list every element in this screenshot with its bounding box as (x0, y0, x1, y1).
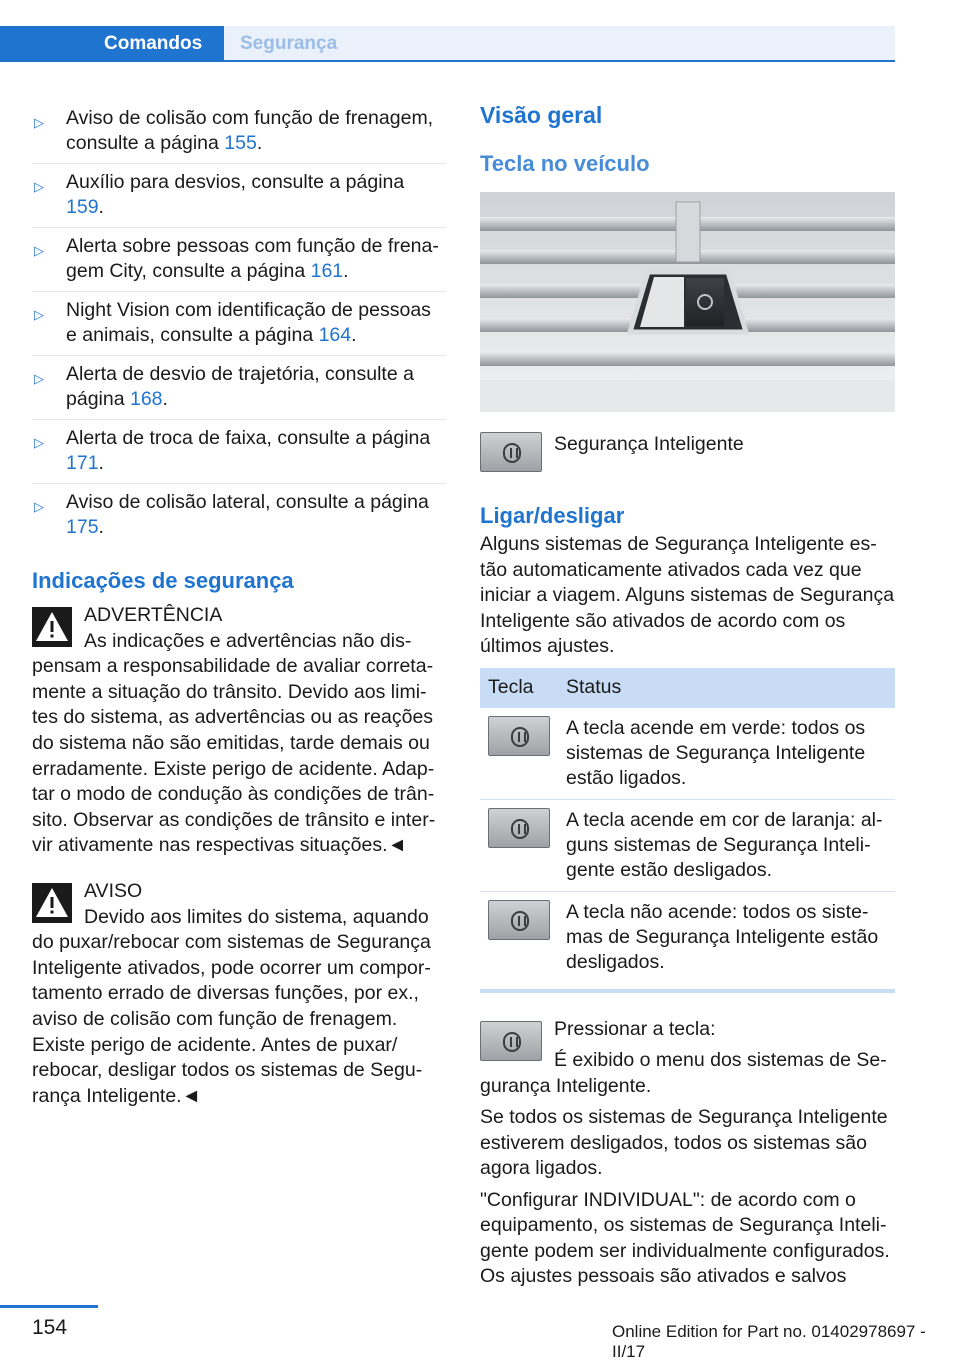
page-link[interactable]: 155 (224, 132, 257, 154)
triangle-bullet-icon: ▷ (34, 371, 44, 386)
status-table (480, 668, 895, 983)
warning-text: As indicações e advertências não dispensam a responsabilidade de avaliar corretamente a situação do trânsito. Devido aos limites do sistema, as advertências ou as reações do sistema não são emitidas, tarde demais ou erradamente. Existe perigo de acidente. Adaptar o modo de condução às condições de trânsito. Observar as condições de trânsito e intervir ativamente nas respectivas situações.◄ (32, 629, 436, 857)
column-header-key: Tecla (480, 668, 558, 708)
table-row (480, 799, 895, 891)
status-text: A tecla acende em cor de laranja: alguns sistemas de Segurança Inteligente estão desligados. (558, 799, 895, 891)
paragraph: "Configurar INDIVIDUAL": de acordo com o equipamento, os sistemas de Segurança Inteligente podem ser individualmente configurados. Os ajustes pessoais são ativados e salvos (480, 1188, 890, 1287)
list-item: ▷ Alerta sobre pessoas com função de frenagem City, consulte a página 161. (32, 228, 446, 292)
edition-note: Online Edition for Part no. 01402978697 - II/17 (612, 1322, 926, 1361)
key-legend (480, 432, 895, 476)
left-column (32, 100, 446, 1109)
chapter-header (0, 26, 895, 62)
press-result: É exibido o menu dos sistemas de Segurança Inteligente. (480, 1049, 887, 1097)
bullet-list (32, 100, 446, 547)
status-text: A tecla acende em verde: todos os sistemas de Segurança Inteligente estão ligados. (558, 708, 895, 800)
warning-icon (32, 883, 72, 923)
column-header-status: Status (558, 668, 895, 708)
page-link[interactable]: 175 (66, 516, 99, 538)
press-key-block (480, 1017, 895, 1100)
key-subheading: Tecla no veículo (480, 151, 650, 176)
table-row (480, 891, 895, 983)
onoff-intro: Alguns sistemas de Segurança Inteligente estão automaticamente ativados cada vez que iniciar a viagem. Alguns sistemas de Segurança Inteligente são ativados de acordo com os últimos ajustes. (480, 533, 895, 657)
page-link[interactable]: 161 (310, 260, 344, 282)
header-rule (0, 60, 895, 62)
key-orange-icon (488, 808, 550, 848)
page-link[interactable]: 159 (66, 196, 99, 218)
page-number: 154 (32, 1316, 68, 1339)
notice-title: AVISO (84, 879, 143, 902)
warning-block (32, 603, 446, 859)
tab-comandos[interactable]: Comandos (0, 26, 224, 62)
paragraph: Se todos os sistemas de Segurança Inteligente estiverem desligados, todos os sistemas são agora ligados. (480, 1106, 888, 1179)
triangle-bullet-icon: ▷ (34, 435, 44, 450)
intelligent-safety-key (480, 1021, 542, 1061)
press-label: Pressionar a tecla: (554, 1017, 716, 1040)
right-column (480, 100, 895, 1290)
key-caption: Segurança Inteligente (554, 433, 744, 455)
page-link[interactable]: 168 (129, 388, 163, 410)
notice-block (32, 879, 446, 1109)
page-link[interactable]: 164 (318, 324, 352, 346)
vehicle-key-photo (480, 192, 895, 412)
overview-heading: Visão geral (480, 102, 603, 128)
key-off-icon (488, 900, 550, 940)
key-green-icon (488, 716, 550, 756)
triangle-bullet-icon: ▷ (34, 179, 44, 194)
warning-icon (32, 607, 72, 647)
warning-title: ADVERTÊNCIA (84, 604, 223, 626)
triangle-bullet-icon: ▷ (34, 307, 44, 322)
list-item: ▷ Aviso de colisão lateral, consulte a página 175. (34, 491, 429, 538)
triangle-bullet-icon: ▷ (34, 243, 44, 258)
intelligent-safety-key (480, 432, 542, 472)
tab-seguranca[interactable]: Segurança (224, 26, 895, 60)
list-item: ▷ Alerta de troca de faixa, consulte a página 171. (32, 420, 446, 484)
table-bottom-rule (480, 989, 895, 993)
list-item: ▷ Night Vision com identificação de pessoas e animais, consulte a página 164. (32, 292, 446, 356)
list-item: ▷ Alerta de desvio de trajetória, consulte a página 168. (32, 356, 446, 420)
list-item: ▷ Auxílio para desvios, consulte a página 159. (32, 164, 446, 228)
intelligent-safety-icon (503, 443, 521, 463)
list-item: ▷ Aviso de colisão com função de frenagem, consulte a página 155. (32, 100, 446, 164)
table-header-row (480, 668, 895, 708)
triangle-bullet-icon: ▷ (34, 115, 44, 130)
triangle-bullet-icon: ▷ (34, 499, 44, 514)
page-link[interactable]: 171 (66, 452, 99, 474)
notice-text: Devido aos limites do sistema, aquando do puxar/rebocar com sistemas de Segurança Inteligente ativados, pode ocorrer um comportamento errado de diversas funções, por ex., aviso de colisão com função de frenagem. Existe perigo de acidente. Antes de puxar/ rebocar, desligar todos os sistemas de Segurança Inteligente.◄ (32, 905, 431, 1107)
status-text: A tecla não acende: todos os sistemas de Segurança Inteligente estão desligados. (566, 900, 879, 973)
footer-rule (0, 1305, 98, 1308)
onoff-heading: Ligar/desligar (480, 503, 625, 528)
section-heading: Indicações de segurança (32, 568, 294, 593)
table-row (480, 708, 895, 800)
